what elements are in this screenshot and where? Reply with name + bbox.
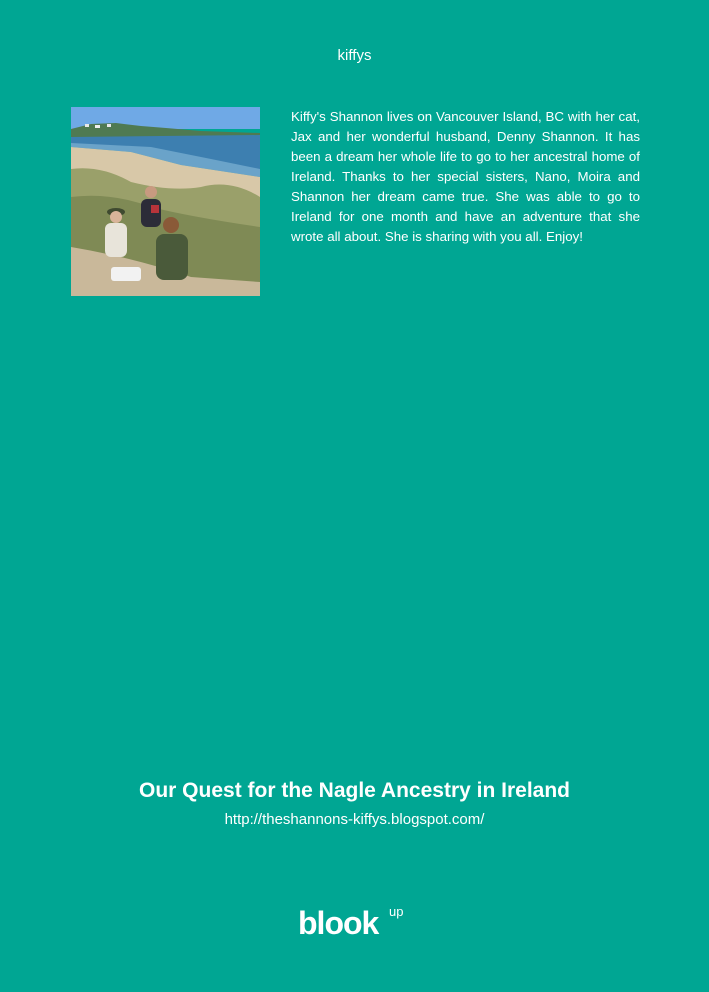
logo-superscript: up	[389, 904, 404, 919]
author-bio: Kiffy's Shannon lives on Vancouver Island, BC with her cat, Jax and her wonderful husband, Denny Shannon. It has been a dream her whole life to go to her ancestral home of Ireland. Thanks to her special sisters, Nano, Moira and Shannon her dream came true. She was able to go to Ireland for one month and have an adventure that she wrote all about. She is sharing with you all. Enjoy!	[291, 109, 640, 244]
book-title: Our Quest for the Nagle Ancestry in Ireland	[139, 779, 570, 802]
logo-wordmark: blook	[298, 905, 379, 941]
author-photo	[71, 107, 260, 296]
blookup-logo	[298, 902, 412, 942]
book-url[interactable]: http://theshannons-kiffys.blogspot.com/	[224, 811, 485, 828]
author-name: kiffys	[337, 47, 372, 64]
